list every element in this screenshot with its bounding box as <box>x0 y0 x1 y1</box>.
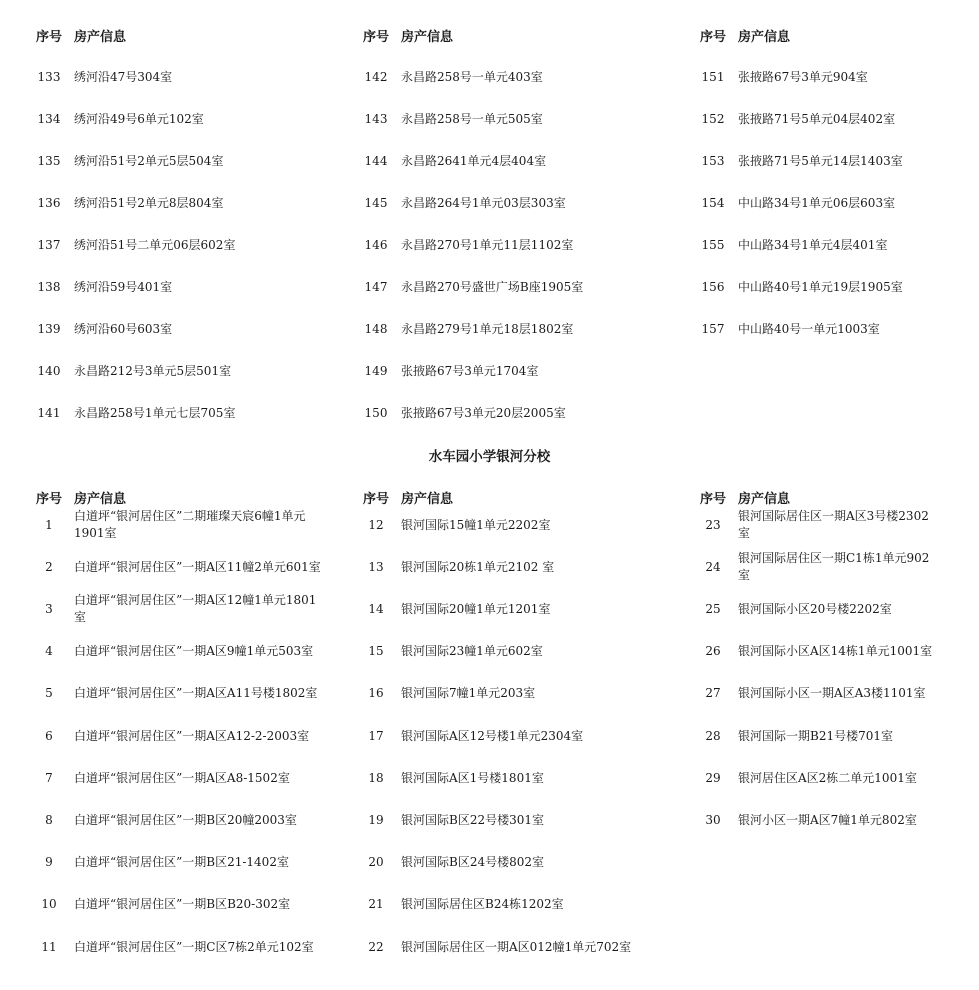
row-property-info: 银河国际居住区一期A区012幢1单元702室 <box>401 939 632 954</box>
row-property-info: 张掖路67号3单元904室 <box>738 69 868 84</box>
row-property-info: 银河国际小区A区14栋1单元1001室 <box>738 644 933 659</box>
row-serial-number: 153 <box>701 153 725 168</box>
header-property-info: 房产信息 <box>738 492 791 507</box>
row-serial-number: 142 <box>364 69 388 84</box>
row-serial-number: 9 <box>45 855 53 870</box>
row-property-info: 绣河沿47号304室 <box>74 69 173 84</box>
row-serial-number: 18 <box>368 770 384 785</box>
table-column <box>36 20 326 420</box>
table-row <box>700 266 940 308</box>
row-serial-number: 146 <box>364 237 388 252</box>
row-property-info: 银河国际B区22号楼301室 <box>401 812 544 827</box>
table-row <box>700 546 940 588</box>
table-row <box>36 350 326 392</box>
row-serial-number: 5 <box>45 686 53 701</box>
row-property-info: 永昌路258号一单元403室 <box>401 69 543 84</box>
table-row <box>363 842 653 884</box>
row-serial-number: 16 <box>368 686 384 701</box>
table-column <box>363 482 653 954</box>
table-row <box>36 224 326 266</box>
row-property-info: 白道坪“银河居住区”二期璀璨天宸6幢1单元1901室 <box>74 509 306 541</box>
header-serial-number: 序号 <box>363 30 390 45</box>
table-row <box>700 673 940 715</box>
row-property-info: 张掖路67号3单元20层2005室 <box>401 405 566 420</box>
table-row <box>700 98 940 140</box>
table-row <box>700 757 940 799</box>
row-serial-number: 155 <box>701 237 725 252</box>
row-property-info: 银河国际A区1号楼1801室 <box>401 770 544 785</box>
header-property-info: 房产信息 <box>738 30 791 45</box>
header-serial-number: 序号 <box>36 492 63 507</box>
row-serial-number: 4 <box>45 644 53 659</box>
row-property-info: 永昌路212号3单元5层501室 <box>74 363 232 378</box>
row-property-info: 白道坪“银河居住区”一期A区12幢1单元1801室 <box>74 593 317 625</box>
row-property-info: 白道坪“银河居住区”一期A区A12-2-2003室 <box>74 728 310 743</box>
table-row <box>700 504 940 546</box>
row-property-info: 永昌路264号1单元03层303室 <box>401 195 566 210</box>
column-header <box>700 20 940 56</box>
column-header <box>36 20 326 56</box>
row-property-info: 永昌路258号1单元七层705室 <box>74 405 236 420</box>
row-property-info: 银河国际A区12号楼1单元2304室 <box>401 728 584 743</box>
row-property-info: 银河国际居住区B24栋1202室 <box>401 897 564 912</box>
row-serial-number: 156 <box>701 279 725 294</box>
row-property-info: 绣河沿60号603室 <box>74 321 173 336</box>
row-property-info: 中山路34号1单元06层603室 <box>738 195 896 210</box>
row-serial-number: 28 <box>705 728 721 743</box>
row-property-info: 银河国际小区20号楼2202室 <box>738 601 892 616</box>
row-property-info: 银河国际20幢1单元1201室 <box>401 601 551 616</box>
table-row <box>363 140 653 182</box>
table-column <box>700 20 940 336</box>
row-property-info: 白道坪“银河居住区”一期B区21-1402室 <box>74 855 289 870</box>
row-serial-number: 10 <box>41 897 57 912</box>
row-serial-number: 3 <box>45 601 53 616</box>
column-header <box>363 20 653 56</box>
row-property-info: 银河国际7幢1单元203室 <box>401 686 536 701</box>
row-property-info: 中山路40号1单元19层1905室 <box>738 279 903 294</box>
row-serial-number: 14 <box>368 601 384 616</box>
row-serial-number: 152 <box>701 111 725 126</box>
table-row <box>36 588 326 630</box>
table-row <box>363 926 653 968</box>
row-property-info: 白道坪“银河居住区”一期A区A11号楼1802室 <box>74 686 318 701</box>
row-property-info: 银河国际23幢1单元602室 <box>401 644 543 659</box>
row-property-info: 中山路34号1单元4层401室 <box>738 237 888 252</box>
table-row <box>363 392 653 434</box>
row-serial-number: 157 <box>701 321 725 336</box>
table-row <box>700 224 940 266</box>
row-serial-number: 15 <box>368 644 384 659</box>
row-property-info: 银河国际居住区一期C1栋1单元902室 <box>738 551 930 583</box>
row-serial-number: 21 <box>368 897 384 912</box>
table-row <box>36 926 326 968</box>
table-row <box>363 182 653 224</box>
table-row <box>700 140 940 182</box>
table-row <box>363 588 653 630</box>
table-row <box>36 308 326 350</box>
row-property-info: 白道坪“银河居住区”一期A区A8-1502室 <box>74 770 290 785</box>
row-serial-number: 23 <box>705 517 721 532</box>
header-serial-number: 序号 <box>700 492 727 507</box>
table-row <box>36 392 326 434</box>
table-row <box>36 799 326 841</box>
row-serial-number: 25 <box>705 601 721 616</box>
table-row <box>700 799 940 841</box>
table-row <box>36 56 326 98</box>
row-property-info: 银河国际15幢1单元2202室 <box>401 517 551 532</box>
row-property-info: 永昌路270号1单元11层1102室 <box>401 237 574 252</box>
table-row <box>36 757 326 799</box>
row-property-info: 绣河沿59号401室 <box>74 279 173 294</box>
table-row <box>36 182 326 224</box>
row-property-info: 银河居住区A区2栋二单元1001室 <box>738 770 917 785</box>
row-serial-number: 12 <box>368 517 384 532</box>
row-serial-number: 136 <box>37 195 61 210</box>
table-row <box>36 266 326 308</box>
row-serial-number: 30 <box>705 812 721 827</box>
table-column <box>700 482 940 827</box>
row-serial-number: 29 <box>705 770 721 785</box>
row-property-info: 银河国际20栋1单元2102 室 <box>401 559 555 574</box>
header-property-info: 房产信息 <box>74 492 127 507</box>
row-serial-number: 17 <box>368 728 384 743</box>
row-serial-number: 149 <box>364 363 388 378</box>
row-property-info: 银河国际B区24号楼802室 <box>401 855 544 870</box>
row-serial-number: 1 <box>45 517 53 532</box>
table-row <box>363 757 653 799</box>
row-serial-number: 143 <box>364 111 388 126</box>
row-serial-number: 137 <box>37 237 61 252</box>
table-row <box>700 715 940 757</box>
row-property-info: 绣河沿51号2单元8层804室 <box>74 195 224 210</box>
table-row <box>36 884 326 926</box>
header-serial-number: 序号 <box>700 30 727 45</box>
header-property-info: 房产信息 <box>401 492 454 507</box>
row-property-info: 白道坪“银河居住区”一期A区11幢2单元601室 <box>74 559 321 574</box>
table-row <box>700 631 940 673</box>
row-property-info: 白道坪“银河居住区”一期B区B20-302室 <box>74 897 291 912</box>
row-serial-number: 144 <box>364 153 388 168</box>
row-serial-number: 141 <box>37 405 61 420</box>
table-row <box>36 715 326 757</box>
row-property-info: 绣河沿49号6单元102室 <box>74 111 204 126</box>
table-row <box>363 266 653 308</box>
table-row <box>700 588 940 630</box>
row-serial-number: 133 <box>37 69 61 84</box>
table-row <box>363 546 653 588</box>
table-column <box>36 482 326 954</box>
table-row <box>363 884 653 926</box>
row-serial-number: 19 <box>368 812 384 827</box>
row-property-info: 永昌路2641单元4层404室 <box>401 153 547 168</box>
row-serial-number: 147 <box>364 279 388 294</box>
row-serial-number: 151 <box>701 69 725 84</box>
row-property-info: 银河国际居住区一期A区3号楼2302室 <box>738 509 929 541</box>
row-property-info: 绣河沿51号2单元5层504室 <box>74 153 224 168</box>
row-serial-number: 135 <box>37 153 61 168</box>
row-serial-number: 22 <box>368 939 384 954</box>
row-serial-number: 13 <box>368 559 384 574</box>
row-property-info: 永昌路270号盛世广场B座1905室 <box>401 279 584 294</box>
table-row <box>700 182 940 224</box>
row-serial-number: 24 <box>705 559 721 574</box>
row-serial-number: 134 <box>37 111 61 126</box>
table-row <box>36 504 326 546</box>
header-property-info: 房产信息 <box>74 30 127 45</box>
row-property-info: 白道坪“银河居住区”一期C区7栋2单元102室 <box>74 939 314 954</box>
row-property-info: 张掖路71号5单元04层402室 <box>738 111 896 126</box>
header-serial-number: 序号 <box>363 492 390 507</box>
row-serial-number: 6 <box>45 728 53 743</box>
table-column <box>363 20 653 420</box>
table-row <box>363 56 653 98</box>
row-serial-number: 140 <box>37 363 61 378</box>
row-property-info: 银河小区一期A区7幢1单元802室 <box>738 812 917 827</box>
row-serial-number: 150 <box>364 405 388 420</box>
table-row <box>363 98 653 140</box>
table-row <box>363 224 653 266</box>
row-serial-number: 27 <box>705 686 721 701</box>
row-property-info: 白道坪“银河居住区”一期B区20幢2003室 <box>74 812 297 827</box>
row-property-info: 中山路40号一单元1003室 <box>738 321 880 336</box>
row-serial-number: 7 <box>45 770 53 785</box>
table-row <box>36 546 326 588</box>
table-row <box>363 715 653 757</box>
row-property-info: 永昌路279号1单元18层1802室 <box>401 321 574 336</box>
table-row <box>36 631 326 673</box>
table-row <box>36 842 326 884</box>
table-row <box>363 799 653 841</box>
row-serial-number: 139 <box>37 321 61 336</box>
table-row <box>36 140 326 182</box>
row-property-info: 张掖路71号5单元14层1403室 <box>738 153 903 168</box>
table-row <box>36 673 326 715</box>
row-property-info: 白道坪“银河居住区”一期A区9幢1单元503室 <box>74 644 314 659</box>
table-row <box>700 56 940 98</box>
row-property-info: 银河国际小区一期A区A3楼1101室 <box>738 686 926 701</box>
header-serial-number: 序号 <box>36 30 63 45</box>
table-row <box>363 673 653 715</box>
table-row <box>363 350 653 392</box>
header-property-info: 房产信息 <box>401 30 454 45</box>
row-property-info: 银河国际一期B21号楼701室 <box>738 728 893 743</box>
row-property-info: 永昌路258号一单元505室 <box>401 111 543 126</box>
row-serial-number: 20 <box>368 855 384 870</box>
row-serial-number: 11 <box>41 939 57 954</box>
row-property-info: 绣河沿51号二单元06层602室 <box>74 237 236 252</box>
row-serial-number: 145 <box>364 195 388 210</box>
row-serial-number: 138 <box>37 279 61 294</box>
table-row <box>363 631 653 673</box>
table-row <box>363 504 653 546</box>
row-serial-number: 8 <box>45 812 53 827</box>
row-serial-number: 154 <box>701 195 725 210</box>
row-property-info: 张掖路67号3单元1704室 <box>401 363 539 378</box>
row-serial-number: 2 <box>45 559 53 574</box>
table-row <box>700 308 940 350</box>
table-row <box>36 98 326 140</box>
school-section-title: 水车园小学银河分校 <box>428 449 551 465</box>
row-serial-number: 148 <box>364 321 388 336</box>
table-row <box>363 308 653 350</box>
row-serial-number: 26 <box>705 644 721 659</box>
